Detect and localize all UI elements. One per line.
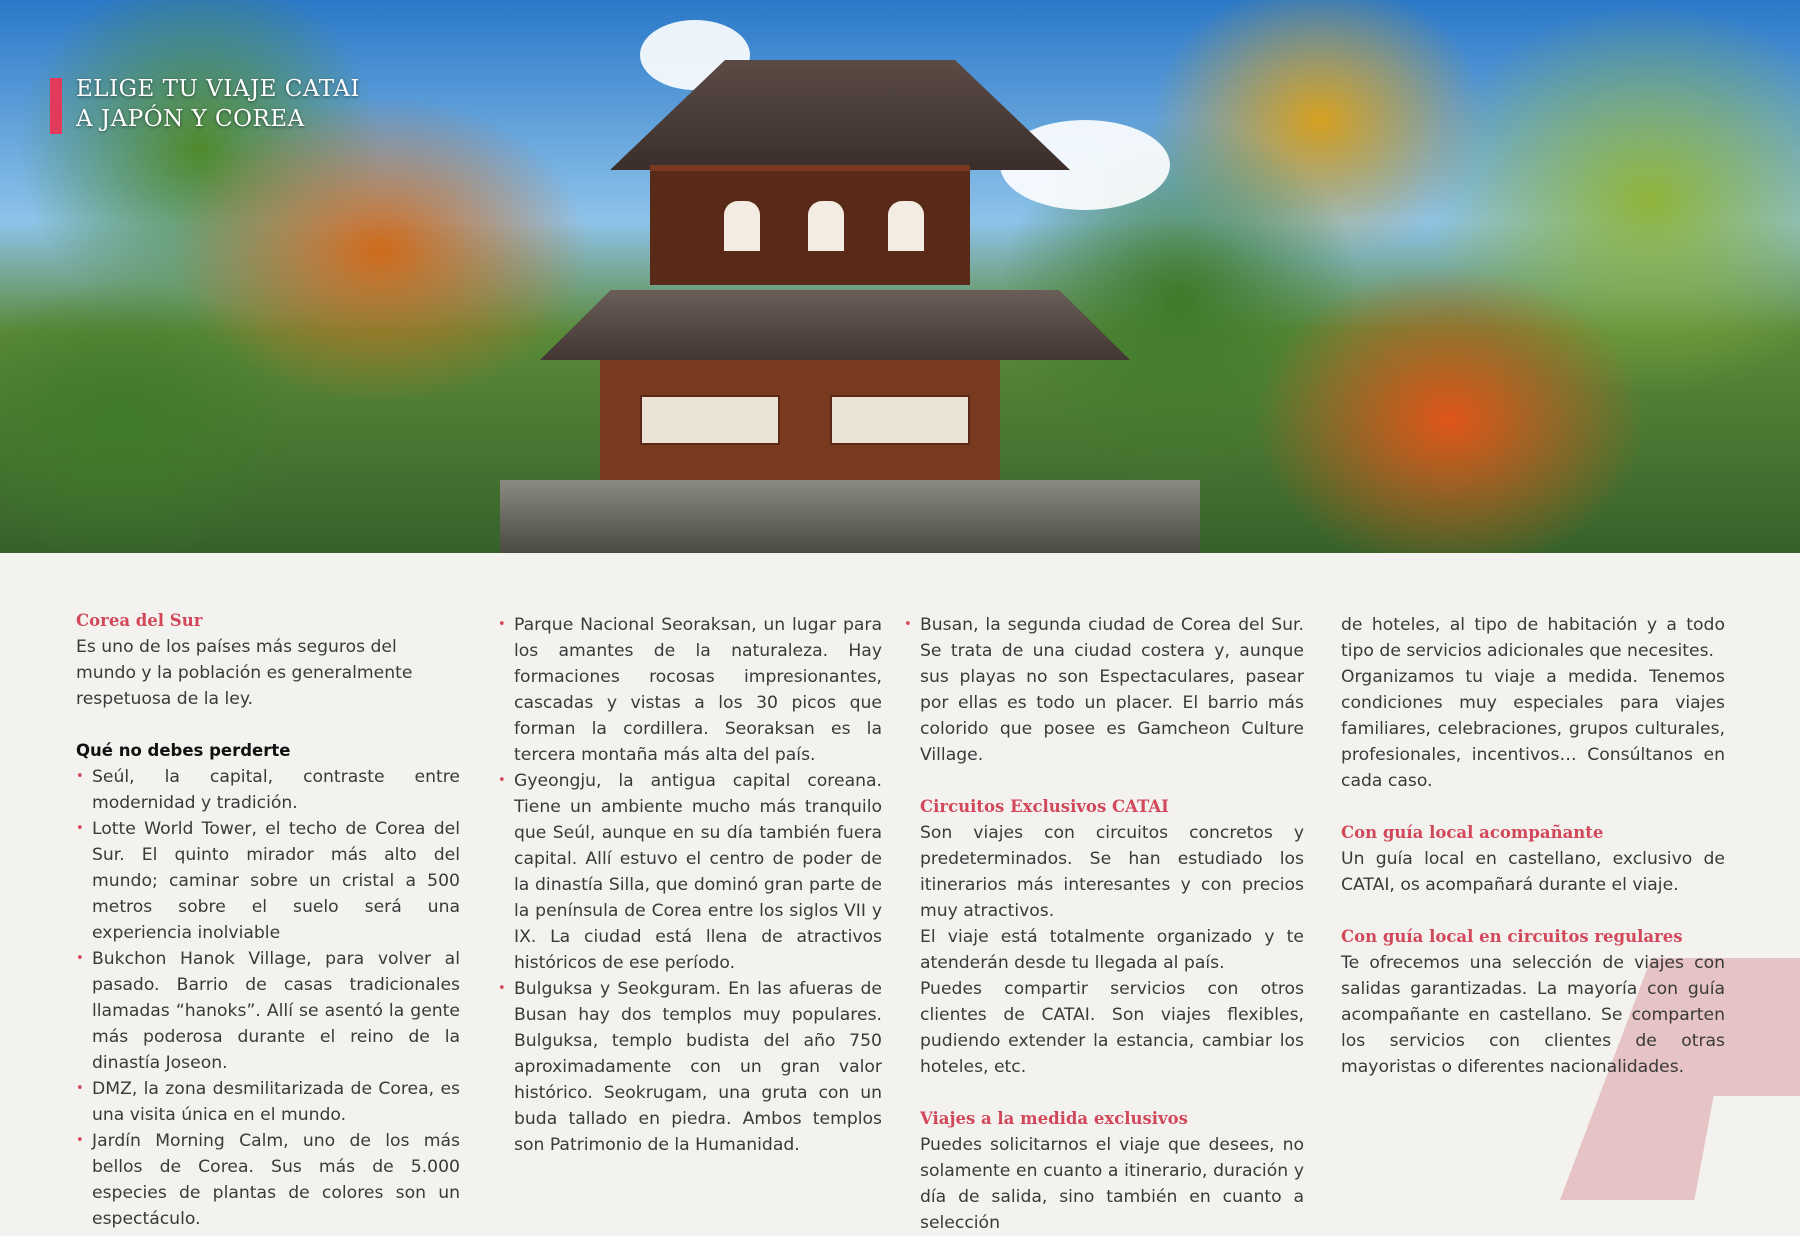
list-item: • Busan, la segunda ciudad de Corea del Sur. Se trata de una ciudad costera y, aunque sus playas no son Espectaculares, pasear por ellas es todo un placer. El barrio más colorido que posee es Gamcheon Culture Village.: [904, 612, 1304, 768]
list-item: • Jardín Morning Calm, uno de los más bellos de Corea. Sus más de 5.000 especies de plantas de colores son un espectáculo.: [76, 1128, 460, 1232]
list-item: • DMZ, la zona desmilitarizada de Corea, es una visita única en el mundo.: [76, 1076, 460, 1128]
heading-guia-local-circuitos-regulares: Con guía local en circuitos regulares: [1341, 927, 1683, 946]
paragraph: Puedes compartir servicios con otros clientes de CATAI. Son viajes flexibles, pudiendo extender la estancia, cambiar los hoteles, etc.: [920, 979, 1304, 1077]
heading-circuitos-exclusivos: Circuitos Exclusivos CATAI: [920, 797, 1169, 816]
column-4: [1341, 612, 1725, 1080]
page-title: [50, 74, 360, 134]
paragraph: Organizamos tu viaje a medida. Tenemos condiciones muy especiales para viajes familiares, celebraciones, grupos culturales, profesionales, incentivos… Consúltanos en cada caso.: [1341, 667, 1725, 791]
bullet-list: [76, 764, 460, 1232]
paragraph: Puedes solicitarnos el viaje que desees, no solamente en cuanto a itinerario, duración y día de salida, sino también en cuanto a selección: [920, 1135, 1304, 1233]
intro-paragraph: Es uno de los países más seguros del mundo y la población es generalmente respetuosa de la ley.: [76, 637, 413, 709]
bullet-list: [498, 612, 882, 1158]
title-line-2: A JAPÓN Y COREA: [76, 106, 305, 132]
pagoda-lower-floor: [600, 360, 1000, 480]
pagoda-upper-floor: [650, 165, 970, 285]
paragraph: Son viajes con circuitos concretos y predeterminados. Se han estudiado los itinerarios más interesantes y con precios muy atractivos.: [920, 823, 1304, 921]
heading-guia-local-acompanante: Con guía local acompañante: [1341, 823, 1604, 842]
column-1: [76, 608, 460, 1232]
paragraph: de hoteles, al tipo de habitación y a todo tipo de servicios adicionales que necesites.: [1341, 615, 1725, 661]
list-item: • Gyeongju, la antigua capital coreana. Tiene un ambiente mucho más tranquilo que Seúl, aunque en su día también fuera capital. Allí estuvo el centro de poder de la dinastía Silla, que dominó gran parte de la península de Corea entre los siglos VII y IX. La ciudad está llena de atractivos históricos de ese período.: [498, 768, 882, 976]
heading-que-no-debes-perderte: Qué no debes perderte: [76, 741, 291, 760]
bullet-list: [904, 612, 1304, 768]
list-item: • Bulguksa y Seokguram. En las afueras de Busan hay dos templos muy populares. Bulguksa, templo budista del año 750 aproximadamente con un gran valor histórico. Seokrugam, una gruta con un buda tallado en piedra. Ambos templos son Patrimonio de la Humanidad.: [498, 976, 882, 1158]
paragraph: Te ofrecemos una selección de viajes con salidas garantizadas. La mayoría con guía acompañante en castellano. Se comparten los servicios con clientes de otras mayoristas o diferentes nacionalidades.: [1341, 953, 1725, 1077]
heading-corea-del-sur: Corea del Sur: [76, 611, 203, 630]
list-item: • Seúl, la capital, contraste entre modernidad y tradición.: [76, 764, 460, 816]
column-3: [920, 612, 1304, 1236]
paragraph: El viaje está totalmente organizado y te atenderán desde tu llegada al país.: [920, 927, 1304, 973]
list-item: • Parque Nacional Seoraksan, un lugar para los amantes de la naturaleza. Hay formaciones rocosas impresionantes, cascadas y vistas a los 30 picos que forman la cordillera. Seoraksan es la tercera montaña más alta del país.: [498, 612, 882, 768]
list-item: • Lotte World Tower, el techo de Corea del Sur. El quinto mirador más alto del mundo; caminar sobre un cristal a 500 metros sobre el suelo será una experiencia inolviable: [76, 816, 460, 946]
title-accent-bar: [50, 78, 62, 134]
list-item: • Bukchon Hanok Village, para volver al pasado. Barrio de casas tradicionales llamadas “hanoks”. Allí se asentó la gente más poderosa durante el reino de la dinastía Joseon.: [76, 946, 460, 1076]
column-2: [498, 612, 882, 1158]
garden-ground: [500, 480, 1200, 553]
title-line-1: ELIGE TU VIAJE CATAI: [76, 76, 361, 102]
paragraph: Un guía local en castellano, exclusivo de CATAI, os acompañará durante el viaje.: [1341, 849, 1725, 895]
heading-viajes-a-la-medida: Viajes a la medida exclusivos: [920, 1109, 1188, 1128]
pagoda-lower-roof: [540, 290, 1130, 360]
hero-photo-ginkakuji-temple: [0, 0, 1800, 553]
